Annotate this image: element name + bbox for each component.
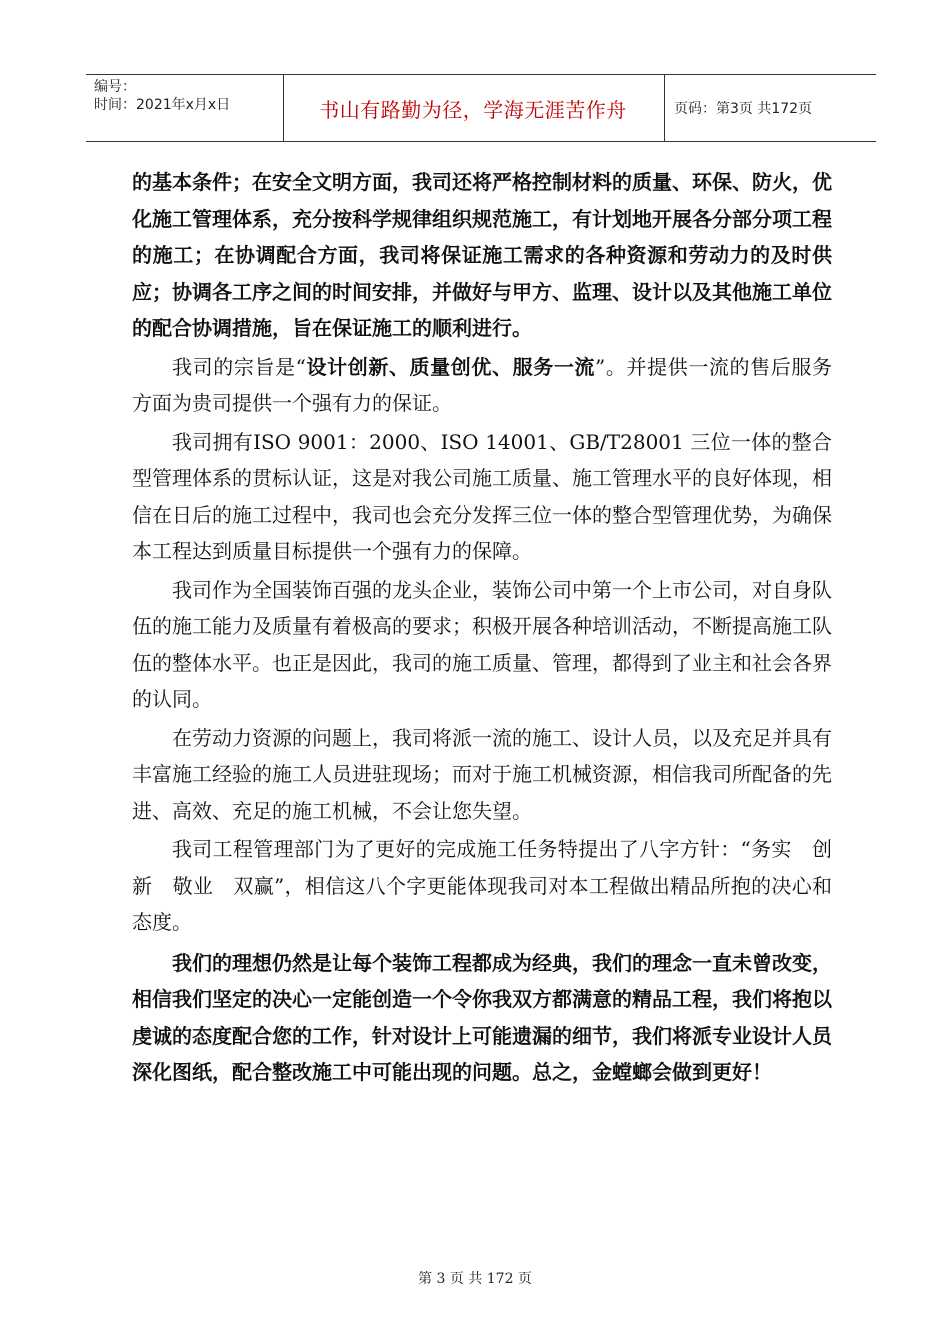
header-motto: 书山有路勤为径，学海无涯苦作舟 (319, 97, 627, 122)
paragraph-1: 的基本条件；在安全文明方面，我司还将严格控制材料的质量、环保、防火，优化施工管理体系，充分按科学规律组织规范施工，有计划地开展各分部分项工程的施工；在协调配合方面，我司将保证施工需求的各种资源和劳动力的及时供应；协调各工序之间的时间安排，并做好与甲方、监理、设计以及其他施工单位的配合协调措施，旨在保证施工的顺利进行。 (132, 170, 832, 340)
header-meta (94, 78, 294, 114)
page-header (86, 74, 876, 142)
paragraph-2-post: ”。并提供一流的售后服务方面为贵司提供一个强有力的保证。 (132, 354, 832, 415)
paragraph-2 (132, 349, 832, 422)
paragraph-3: 我司拥有ISO 9001：2000、ISO 14001、GB/T28001 三位一体的整合型管理体系的贯标认证，这是对我公司施工质量、施工管理水平的良好体现，相信在日后的施工过程中，我司也会充分发挥三位一体的整合型管理优势，为确保本工程达到质量目标提供一个强有力的保障。 (132, 429, 832, 563)
page-footer: 第 3 页 共 172 页 (418, 1271, 532, 1287)
paragraph-2-pre: 我司的宗旨是“ (172, 354, 306, 379)
time-label: 时间：2021年x月x日 (94, 97, 231, 113)
paragraph-7: 我们的理想仍然是让每个装饰工程都成为经典，我们的理念一直未曾改变，相信我们坚定的决心一定能创造一个令你我双方都满意的精品工程，我们将抱以虔诚的态度配合您的工作，针对设计上可能遗漏的细节，我们将派专业设计人员深化图纸，配合整改施工中可能出现的问题。总之，金螳螂会做到更好！ (132, 950, 832, 1084)
header-divider-right (664, 74, 665, 142)
company-motto: 设计创新、质量创优、服务一流 (305, 354, 596, 379)
document-body (132, 164, 832, 1091)
paragraph-6: 我司工程管理部门为了更好的完成施工任务特提出了八字方针：“务实 创新 敬业 双赢”，相信这八个字更能体现我司对本工程做出精品所抱的决心和态度。 (132, 837, 832, 934)
serial-label: 编号： (94, 79, 136, 95)
paragraph-5: 在劳动力资源的问题上，我司将派一流的施工、设计人员，以及充足并具有丰富施工经验的施工人员进驻现场；而对于施工机械资源，相信我司所配备的先进、高效、充足的施工机械，不会让您失望。 (132, 725, 832, 823)
header-page-info: 页码：第3页 共172页 (674, 101, 813, 117)
paragraph-4: 我司作为全国装饰百强的龙头企业，装饰公司中第一个上市公司，对自身队伍的施工能力及质量有着极高的要求；积极开展各种培训活动，不断提高施工队伍的整体水平。也正是因此，我司的施工质量、管理，都得到了业主和社会各界的认同。 (132, 577, 832, 711)
